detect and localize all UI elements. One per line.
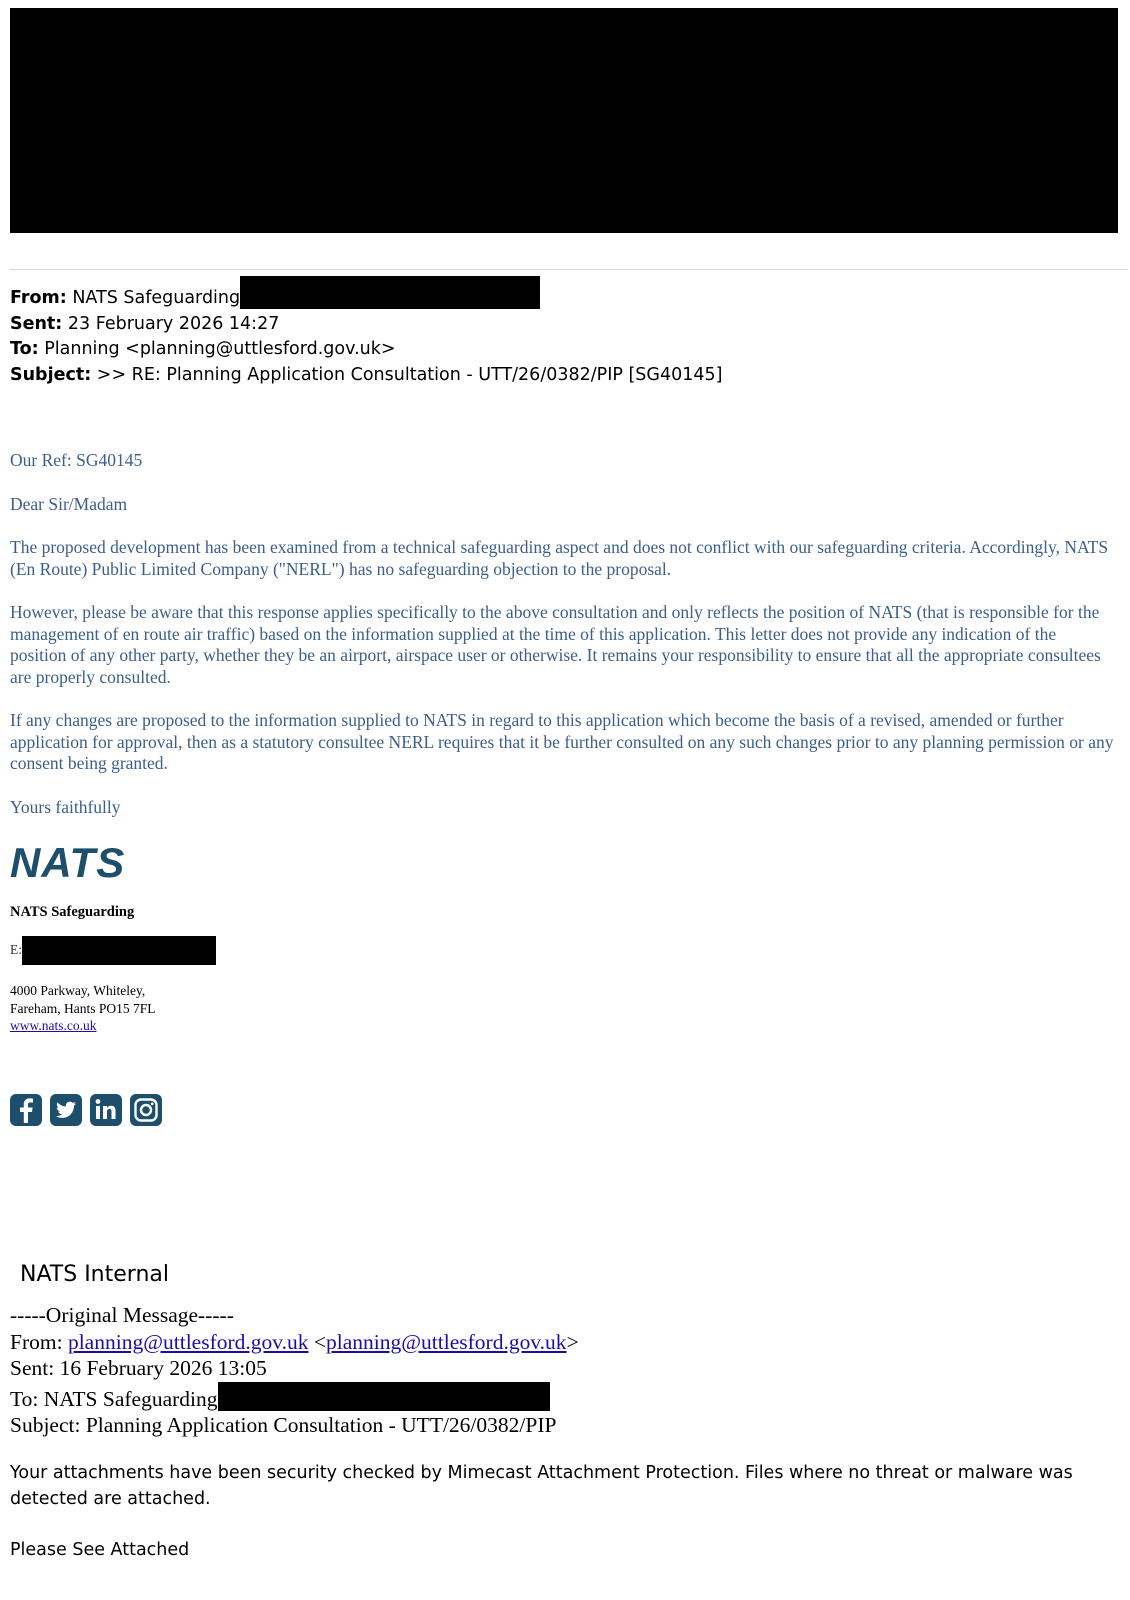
redaction-from-email: [240, 276, 540, 309]
header-to-value: Planning <planning@uttlesford.gov.uk>: [44, 339, 396, 359]
address-line-1: 4000 Parkway, Whiteley,: [10, 983, 146, 998]
header-to-row: To: Planning <planning@uttlesford.gov.uk>: [10, 339, 396, 359]
original-sent-row: Sent: 16 February 2026 13:05: [10, 1356, 267, 1380]
linkedin-icon[interactable]: [89, 1093, 123, 1127]
mimecast-notice: Your attachments have been security checked by Mimecast Attachment Protection. Files where no threat or malware was detected are attached.: [10, 1463, 1073, 1509]
redaction-original-to-email: [218, 1382, 550, 1411]
website-link[interactable]: www.nats.co.uk: [10, 1018, 97, 1033]
letter-body: [10, 450, 1115, 840]
header-subject-row: Subject: >> RE: Planning Application Consultation - UTT/26/0382/PIP [SG40145]: [10, 364, 723, 385]
instagram-icon[interactable]: [129, 1093, 163, 1127]
original-from-email-link[interactable]: planning@uttlesford.gov.uk: [67, 1329, 309, 1354]
header-sent-value: 23 February 2026 14:27: [67, 313, 280, 334]
twitter-icon[interactable]: [49, 1093, 83, 1127]
paragraph-3: If any changes are proposed to the information supplied to NATS in regard to this application which become the basis of a revised, amended or further application for approval, then as a statutory consultee NERL requires that it be further consulted on any such changes prior to any planning permission or any consent being granted.: [10, 710, 1114, 773]
attachment-note: Please See Attached: [10, 1540, 190, 1560]
header-divider: [10, 269, 1128, 270]
original-to-row: To: NATS Safeguarding: [10, 1382, 579, 1413]
footer: [10, 1460, 1110, 1588]
closing: Yours faithfully: [10, 796, 121, 817]
header-subject-value: >> RE: Planning Application Consultation - UTT/26/0382/PIP [SG40145]: [96, 364, 723, 385]
signature-address: [10, 982, 156, 1035]
nats-logo: [8, 842, 148, 882]
original-subject-row: Subject: Planning Application Consultation - UTT/26/0382/PIP: [10, 1413, 557, 1437]
original-message: [10, 1302, 579, 1439]
paragraph-2: However, please be aware that this response applies specifically to the above consultation and only reflects the position of NATS (that is responsible for the management of en route air traffic) based on the information supplied at the time of this application. This letter does not provide any indication of the position of any other party, whether they be an airport, airspace user or otherwise. It remains your responsibility to ensure that all the appropriate consultees are properly consulted.: [10, 602, 1101, 687]
address-line-2: Fareham, Hants PO15 7FL: [10, 1000, 156, 1016]
facebook-icon[interactable]: [9, 1093, 43, 1127]
greeting: Dear Sir/Madam: [10, 493, 128, 514]
email-header: [10, 276, 722, 388]
redaction-signature-email: [22, 936, 216, 965]
nats-logo-text: NATS: [10, 842, 126, 882]
signature-email-row: E:: [10, 942, 22, 957]
paragraph-1: The proposed development has been examined from a technical safeguarding aspect and does not conflict with our safeguarding criteria. Accordingly, NATS (En Route) Public Limited Company ("NERL") has no safeguarding objection to the proposal.: [10, 537, 1109, 579]
original-divider: -----Original Message-----: [10, 1303, 234, 1327]
classification-label: NATS Internal: [20, 1262, 169, 1287]
redaction-block-top: [10, 8, 1118, 233]
original-from-row: From: planning@uttlesford.gov.uk <planning@uttlesford.gov.uk>: [10, 1329, 579, 1354]
signature-name: NATS Safeguarding: [10, 904, 135, 920]
header-sent-row: Sent: 23 February 2026 14:27: [10, 313, 280, 334]
our-ref: Our Ref: SG40145: [10, 450, 143, 470]
original-from-email-bracket-link[interactable]: planning@uttlesford.gov.uk: [326, 1329, 567, 1354]
header-from-row: From: NATS Safeguarding: [10, 276, 722, 312]
social-icons: [9, 1093, 163, 1127]
header-from-value: NATS Safeguarding: [72, 288, 241, 308]
